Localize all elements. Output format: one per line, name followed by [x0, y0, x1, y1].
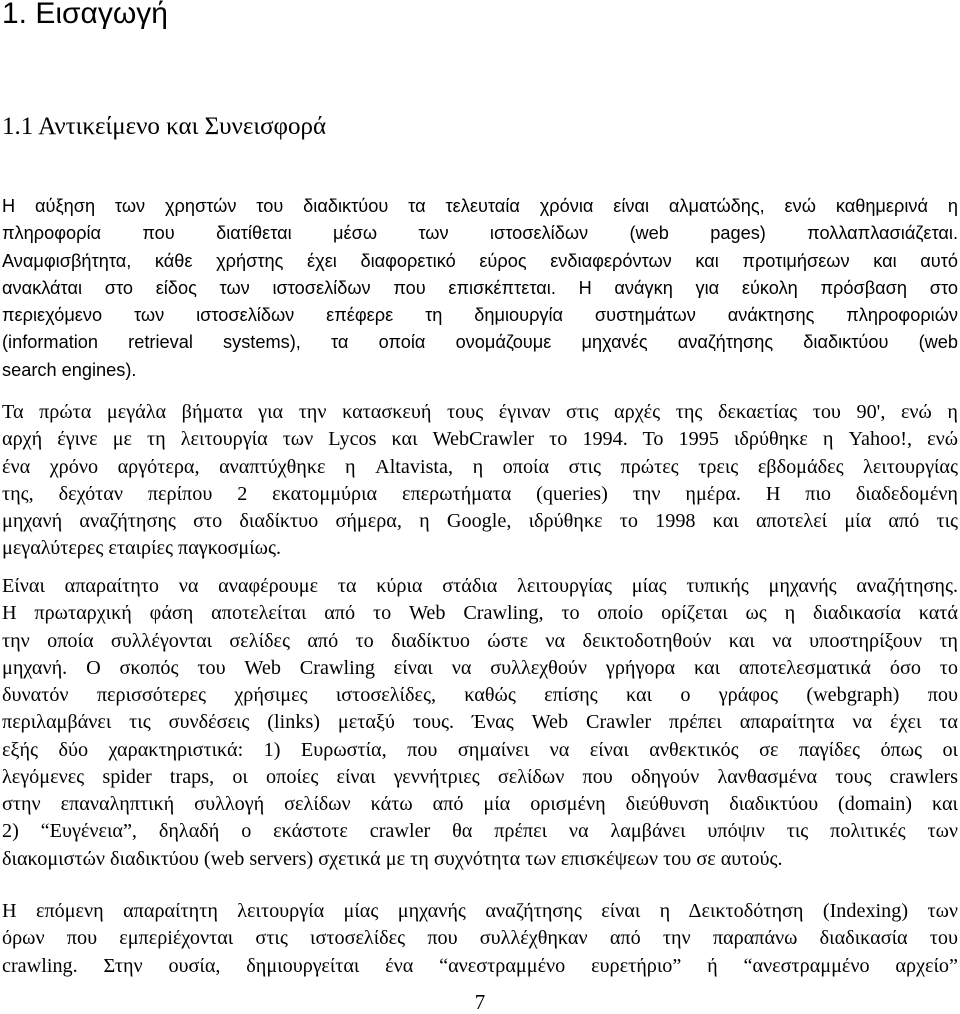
paragraph-line: την οποία συλλέγονται σελίδες από το διαδίκτυο ώστε να δεικτοδοτηθούν και να υποστηρίξουν τη	[2, 629, 958, 652]
paragraph-line: ανακλάται στο είδος των ιστοσελίδων που επισκέπτεται. Η ανάγκη για εύκολη πρόσβαση στο	[2, 277, 958, 298]
paragraph-indexing	[2, 898, 958, 980]
section-title: 1.1 Αντικείμενο και Συνεισφορά	[2, 113, 327, 140]
paragraph-line: Είναι απαραίτητο να αναφέρουμε τα κύρια στάδια λειτουργίας μίας τυπικής μηχανής αναζήτησης.	[2, 575, 958, 597]
paragraph-line: εξής δύο χαρακτηριστικά: 1) Ευρωστία, που σημαίνει να είναι ανθεκτικός σε παγίδες όπως οι	[2, 738, 958, 761]
paragraph-line: Αναμφισβήτητα, κάθε χρήστης έχει διαφορετικό εύρος ενδιαφερόντων και προτιμήσεων και αυτό	[2, 250, 958, 271]
paragraph-history	[2, 399, 958, 563]
paragraph-line: περιλαμβάνει τις συνδέσεις (links) μεταξύ τους. Ένας Web Crawler πρέπει απαραίτητα να έχει τα	[2, 711, 958, 734]
paragraph-line: (information retrieval systems), τα οποία ονομάζουμε μηχανές αναζήτησης διαδικτύου (web	[2, 332, 958, 353]
paragraph-line: ένα χρόνο αργότερα, αναπτύχθηκε η Altavista, η οποία στις πρώτες τρεις εβδομάδες λειτουργίας	[2, 455, 958, 478]
paragraph-line: διακομιστών διαδικτύου (web servers) σχετικά με τη συχνότητα των επισκέψεων του σε αυτούς.	[2, 847, 783, 870]
paragraph-line: Η αύξηση των χρηστών του διαδικτύου τα τελευταία χρόνια είναι αλματώδης, ενώ καθημερινά η	[2, 196, 958, 216]
paragraph-line: μηχανή αναζήτησης στο διαδίκτυο σήμερα, η Google, ιδρύθηκε το 1998 και αποτελεί μία από τις	[2, 510, 958, 532]
paragraph-line: περιεχόμενο των ιστοσελίδων επέφερε τη δημιουργία συστημάτων ανάκτησης πληροφοριών	[2, 305, 958, 325]
chapter-title: 1. Εισαγωγή	[2, 0, 168, 30]
paragraph-line: αρχή έγινε με τη λειτουργία των Lycos και WebCrawler το 1994. Το 1995 ιδρύθηκε η Yahoo!, ενώ	[2, 428, 958, 451]
paragraph-line: όρων που εμπερiέχονται στις ιστοσελίδες που συλλέχθηκαν από την παραπάνω διαδικασία του	[2, 927, 958, 950]
paragraph-line: στην επαναληπτική συλλογή σελίδων κάτω από μία ορισμένη διεύθυνση διαδικτύου (domain) και	[2, 793, 958, 815]
paragraph-line: πληροφορία που διατίθεται μέσω των ιστοσελίδων (web pages) πολλαπλασιάζεται.	[2, 223, 958, 244]
page-number: 7	[474, 990, 486, 1014]
paragraph-line: μηχανή. Ο σκοπός του Web Crawling είναι να συλλεχθούν γρήγορα και αποτελεσματικά όσο το	[2, 656, 958, 679]
paragraph-intro	[2, 193, 958, 384]
paragraph-line: λεγόμενες spider traps, οι οποίες είναι γεννήτριες σελίδων που οδηγούν λανθασμένα τους crawlers	[2, 765, 958, 788]
paragraph-line: Η επόμενη απαραίτητη λειτουργία μίας μηχανής αναζήτησης είναι η Δεικτοδότηση (Indexing) των	[2, 900, 958, 922]
paragraph-line: crawling. Στην ουσία, δημιουργείται ένα “ανεστραμμένο ευρετήριο” ή “ανεστραμμένο αρχείο”	[2, 954, 958, 977]
paragraph-crawling	[2, 573, 958, 873]
paragraph-line: Τα πρώτα μεγάλα βήματα για την κατασκευή τους έγιναν στις αρχές της δεκαετίας του 90', ενώ η	[2, 401, 958, 423]
paragraph-line: δυνατόν περισσότερες χρήσιμες ιστοσελίδες, καθώς επίσης και ο γράφος (webgraph) που	[2, 684, 958, 706]
paragraph-line: μεγαλύτερες εταιρίες παγκοσμίως.	[2, 537, 281, 560]
paragraph-line: της, δεχόταν περίπου 2 εκατομμύρια επερωτήματα (queries) την ημέρα. Η πιο διαδεδομένη	[2, 482, 958, 505]
paragraph-line: search engines).	[2, 359, 137, 380]
paragraph-line: 2) “Ευγένεια”, δηλαδή ο εκάστοτε crawler θα πρέπει να λαμβάνει υπόψιν τις πολιτικές των	[2, 820, 958, 843]
paragraph-line: Η πρωταρχική φάση αποτελείται από το Web Crawling, το οποίο ορίζεται ως η διαδικασία κατά	[2, 602, 958, 625]
